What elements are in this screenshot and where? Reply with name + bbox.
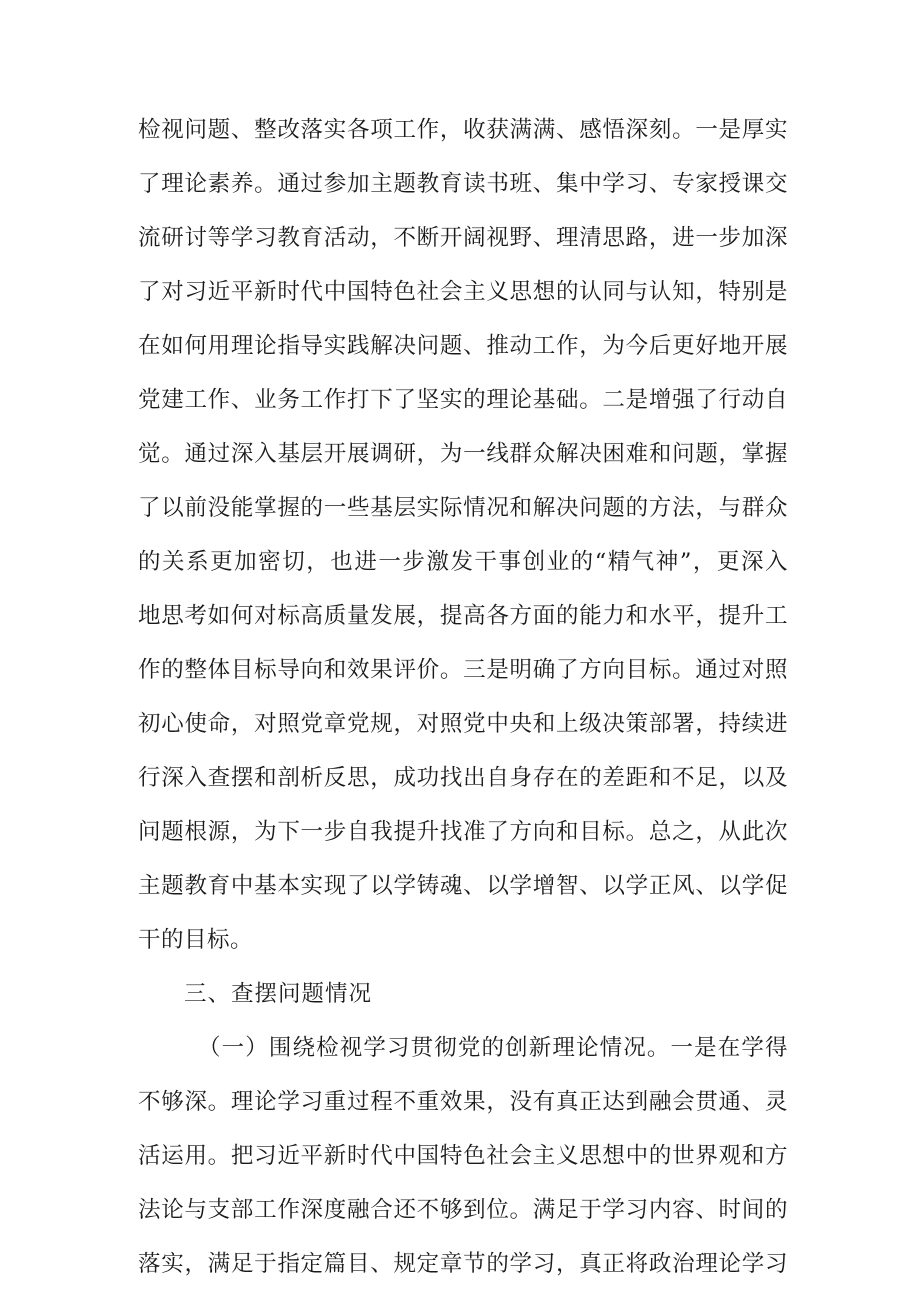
paragraph-line: 觉。通过深入基层开展调研，为一线群众解决困难和问题，掌握 xyxy=(138,441,788,467)
paragraph-line: 法论与支部工作深度融合还不够到位。满足于学习内容、时间的 xyxy=(138,1197,788,1223)
paragraph-line: 在如何用理论指导实践解决问题、推动工作，为今后更好地开展 xyxy=(138,333,788,359)
paragraph-line: 检视问题、整改落实各项工作，收获满满、感悟深刻。一是厚实 xyxy=(138,117,788,143)
paragraph-line: 活运用。把习近平新时代中国特色社会主义思想中的世界观和方 xyxy=(138,1143,788,1169)
paragraph-line: 落实，满足于指定篇目、规定章节的学习，真正将政治理论学习 xyxy=(138,1251,788,1277)
paragraph-line: 了理论素养。通过参加主题教育读书班、集中学习、专家授课交 xyxy=(138,171,788,197)
paragraph-line: 不够深。理论学习重过程不重效果，没有真正达到融会贯通、灵 xyxy=(138,1089,788,1115)
paragraph-line: 干的目标。 xyxy=(138,927,254,953)
document-page xyxy=(138,103,788,1291)
paragraph-line: 地思考如何对标高质量发展，提高各方面的能力和水平，提升工 xyxy=(138,603,788,629)
paragraph-line: 主题教育中基本实现了以学铸魂、以学增智、以学正风、以学促 xyxy=(138,873,788,899)
section-heading: 三、查摆问题情况 xyxy=(184,981,373,1007)
paragraph-line: 流研讨等学习教育活动，不断开阔视野、理清思路，进一步加深 xyxy=(138,225,788,251)
paragraph-line: 的关系更加密切，也进一步激发干事创业的“精气神”，更深入 xyxy=(138,549,788,575)
paragraph-line: 作的整体目标导向和效果评价。三是明确了方向目标。通过对照 xyxy=(138,657,788,683)
paragraph-line: 初心使命，对照党章党规，对照党中央和上级决策部署，持续进 xyxy=(138,711,788,737)
paragraph-line: 了以前没能掌握的一些基层实际情况和解决问题的方法，与群众 xyxy=(138,495,788,521)
subsection-first-line: （一）围绕检视学习贯彻党的创新理论情况。一是在学得 xyxy=(198,1035,788,1061)
paragraph-line: 行深入查摆和剖析反思，成功找出自身存在的差距和不足，以及 xyxy=(138,765,788,791)
paragraph-line: 党建工作、业务工作打下了坚实的理论基础。二是增强了行动自 xyxy=(138,387,788,413)
paragraph-line: 了对习近平新时代中国特色社会主义思想的认同与认知，特别是 xyxy=(138,279,788,305)
paragraph-line: 问题根源，为下一步自我提升找准了方向和目标。总之，从此次 xyxy=(138,819,788,845)
